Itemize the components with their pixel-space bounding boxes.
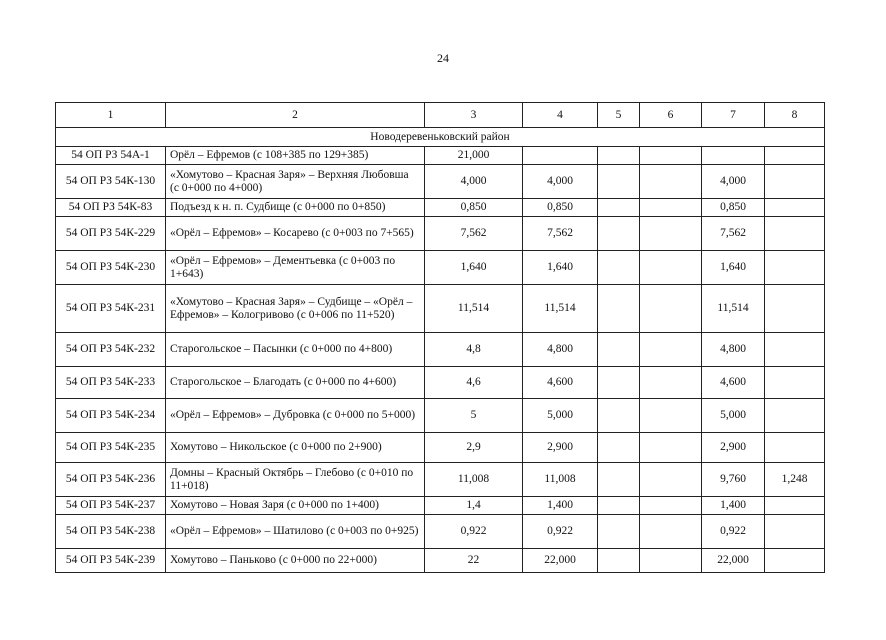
col8-cell <box>765 165 825 199</box>
col7-cell <box>702 147 765 165</box>
region-title: Новодеревеньковский район <box>56 128 825 147</box>
header-cell: 8 <box>765 103 825 128</box>
col8-cell <box>765 147 825 165</box>
table-row <box>56 549 825 573</box>
roads-table <box>55 102 825 573</box>
road-code-cell: 54 ОП РЗ 54К-233 <box>56 367 166 399</box>
table-row <box>56 217 825 251</box>
road-name-cell: Хомутово – Новая Заря (с 0+000 по 1+400) <box>166 497 425 515</box>
col3-cell: 22 <box>425 549 523 573</box>
col4-cell: 4,800 <box>523 333 598 367</box>
col6-cell <box>640 497 702 515</box>
col8-cell <box>765 285 825 333</box>
col3-cell: 0,922 <box>425 515 523 549</box>
col6-cell <box>640 549 702 573</box>
col6-cell <box>640 147 702 165</box>
col5-cell <box>598 199 640 217</box>
col5-cell <box>598 333 640 367</box>
table-row <box>56 251 825 285</box>
col7-cell: 2,900 <box>702 433 765 463</box>
road-name-cell: Хомутово – Паньково (с 0+000 по 22+000) <box>166 549 425 573</box>
col5-cell <box>598 367 640 399</box>
col7-cell: 7,562 <box>702 217 765 251</box>
road-code-cell: 54 ОП РЗ 54К-237 <box>56 497 166 515</box>
col4-cell <box>523 147 598 165</box>
road-code-cell: 54 ОП РЗ 54К-83 <box>56 199 166 217</box>
col6-cell <box>640 251 702 285</box>
col7-cell: 4,800 <box>702 333 765 367</box>
col5-cell <box>598 515 640 549</box>
col8-cell <box>765 333 825 367</box>
road-name-cell: Подъезд к н. п. Судбище (с 0+000 по 0+850) <box>166 199 425 217</box>
col5-cell <box>598 217 640 251</box>
col7-cell: 1,640 <box>702 251 765 285</box>
col3-cell: 4,6 <box>425 367 523 399</box>
col6-cell <box>640 463 702 497</box>
table-row <box>56 433 825 463</box>
col7-cell: 22,000 <box>702 549 765 573</box>
road-code-cell: 54 ОП РЗ 54К-235 <box>56 433 166 463</box>
table-body <box>56 103 825 573</box>
road-name-cell: «Орёл – Ефремов» – Косарево (с 0+003 по 7+565) <box>166 217 425 251</box>
col4-cell: 11,008 <box>523 463 598 497</box>
col8-cell: 1,248 <box>765 463 825 497</box>
col6-cell <box>640 399 702 433</box>
road-name-cell: «Орёл – Ефремов» – Шатилово (с 0+003 по 0+925) <box>166 515 425 549</box>
table-row <box>56 463 825 497</box>
road-code-cell: 54 ОП РЗ 54К-239 <box>56 549 166 573</box>
col8-cell <box>765 399 825 433</box>
col7-cell: 4,600 <box>702 367 765 399</box>
col5-cell <box>598 549 640 573</box>
col5-cell <box>598 399 640 433</box>
col8-cell <box>765 497 825 515</box>
road-name-cell: «Орёл – Ефремов» – Дубровка (с 0+000 по 5+000) <box>166 399 425 433</box>
col4-cell: 0,850 <box>523 199 598 217</box>
road-code-cell: 54 ОП РЗ 54К-232 <box>56 333 166 367</box>
road-code-cell: 54 ОП РЗ 54К-230 <box>56 251 166 285</box>
col7-cell: 11,514 <box>702 285 765 333</box>
road-code-cell: 54 ОП РЗ 54К-229 <box>56 217 166 251</box>
col5-cell <box>598 147 640 165</box>
col3-cell: 11,514 <box>425 285 523 333</box>
table-row <box>56 333 825 367</box>
col7-cell: 9,760 <box>702 463 765 497</box>
col8-cell <box>765 515 825 549</box>
col3-cell: 4,000 <box>425 165 523 199</box>
col6-cell <box>640 433 702 463</box>
road-name-cell: Орёл – Ефремов (с 108+385 по 129+385) <box>166 147 425 165</box>
col5-cell <box>598 497 640 515</box>
header-cell: 7 <box>702 103 765 128</box>
header-cell: 5 <box>598 103 640 128</box>
col4-cell: 7,562 <box>523 217 598 251</box>
road-name-cell: Старогольское – Пасынки (с 0+000 по 4+800) <box>166 333 425 367</box>
col3-cell: 1,640 <box>425 251 523 285</box>
header-row <box>56 103 825 128</box>
col5-cell <box>598 285 640 333</box>
road-code-cell: 54 ОП РЗ 54А-1 <box>56 147 166 165</box>
table-row <box>56 147 825 165</box>
col8-cell <box>765 367 825 399</box>
road-code-cell: 54 ОП РЗ 54К-236 <box>56 463 166 497</box>
road-name-cell: «Хомутово – Красная Заря» – Судбище – «Орёл – Ефремов» – Кологривово (с 0+006 по 11+520) <box>166 285 425 333</box>
header-cell: 3 <box>425 103 523 128</box>
road-name-cell: Домны – Красный Октябрь – Глебово (с 0+010 по 11+018) <box>166 463 425 497</box>
page-number: 24 <box>437 51 449 65</box>
col6-cell <box>640 217 702 251</box>
col6-cell <box>640 515 702 549</box>
table-row <box>56 515 825 549</box>
col4-cell: 1,400 <box>523 497 598 515</box>
header-cell: 1 <box>56 103 166 128</box>
col5-cell <box>598 433 640 463</box>
road-code-cell: 54 ОП РЗ 54К-234 <box>56 399 166 433</box>
road-name-cell: «Хомутово – Красная Заря» – Верхняя Любовша (с 0+000 по 4+000) <box>166 165 425 199</box>
table-row <box>56 367 825 399</box>
header-cell: 2 <box>166 103 425 128</box>
col8-cell <box>765 549 825 573</box>
col4-cell: 4,000 <box>523 165 598 199</box>
col7-cell: 0,922 <box>702 515 765 549</box>
col8-cell <box>765 433 825 463</box>
col3-cell: 1,4 <box>425 497 523 515</box>
header-cell: 6 <box>640 103 702 128</box>
col6-cell <box>640 199 702 217</box>
col5-cell <box>598 463 640 497</box>
col6-cell <box>640 333 702 367</box>
col3-cell: 4,8 <box>425 333 523 367</box>
road-code-cell: 54 ОП РЗ 54К-238 <box>56 515 166 549</box>
col3-cell: 0,850 <box>425 199 523 217</box>
col5-cell <box>598 251 640 285</box>
table-row <box>56 285 825 333</box>
col3-cell: 2,9 <box>425 433 523 463</box>
col3-cell: 21,000 <box>425 147 523 165</box>
header-cell: 4 <box>523 103 598 128</box>
col4-cell: 11,514 <box>523 285 598 333</box>
col3-cell: 7,562 <box>425 217 523 251</box>
col4-cell: 22,000 <box>523 549 598 573</box>
col4-cell: 2,900 <box>523 433 598 463</box>
col7-cell: 5,000 <box>702 399 765 433</box>
col4-cell: 5,000 <box>523 399 598 433</box>
road-code-cell: 54 ОП РЗ 54К-130 <box>56 165 166 199</box>
road-name-cell: «Орёл – Ефремов» – Дементьевка (с 0+003 по 1+643) <box>166 251 425 285</box>
col7-cell: 1,400 <box>702 497 765 515</box>
col4-cell: 0,922 <box>523 515 598 549</box>
col4-cell: 4,600 <box>523 367 598 399</box>
col5-cell <box>598 165 640 199</box>
col8-cell <box>765 251 825 285</box>
col4-cell: 1,640 <box>523 251 598 285</box>
table-row <box>56 199 825 217</box>
col6-cell <box>640 285 702 333</box>
road-code-cell: 54 ОП РЗ 54К-231 <box>56 285 166 333</box>
col3-cell: 11,008 <box>425 463 523 497</box>
road-name-cell: Хомутово – Никольское (с 0+000 по 2+900) <box>166 433 425 463</box>
col8-cell <box>765 199 825 217</box>
col6-cell <box>640 367 702 399</box>
col6-cell <box>640 165 702 199</box>
table-row <box>56 165 825 199</box>
col7-cell: 4,000 <box>702 165 765 199</box>
col8-cell <box>765 217 825 251</box>
col3-cell: 5 <box>425 399 523 433</box>
region-row <box>56 128 825 147</box>
col7-cell: 0,850 <box>702 199 765 217</box>
road-name-cell: Старогольское – Благодать (с 0+000 по 4+600) <box>166 367 425 399</box>
table-row <box>56 497 825 515</box>
table-row <box>56 399 825 433</box>
